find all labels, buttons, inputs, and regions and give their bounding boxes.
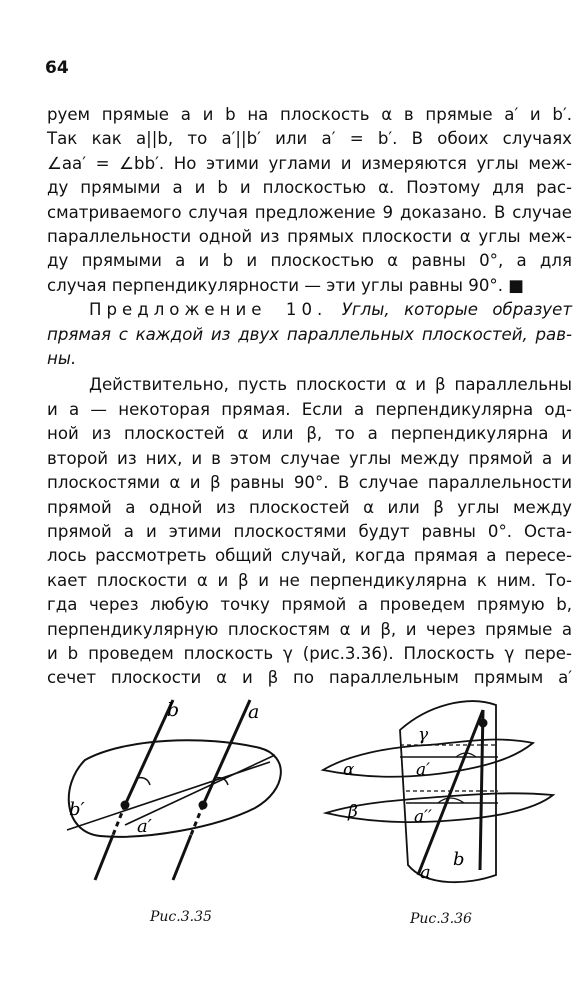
label-a-dprime: a′′ xyxy=(414,807,432,827)
text-line: лось рассмотреть общий случай, когда прямая a пересе- xyxy=(47,546,572,566)
line-a-lower xyxy=(173,835,191,880)
line-a-hidden xyxy=(191,805,203,835)
text-line: руем прямые a и b на плоскость α в прямые a′ и b′. xyxy=(47,105,572,124)
proposition-10 xyxy=(47,298,572,371)
figure-3-36-caption: Рис.3.36 xyxy=(410,911,472,927)
text-line: ной из плоскостей α или β, то a перпендикулярна и xyxy=(47,424,572,444)
label-b-prime: b′ xyxy=(69,799,85,820)
text-line: второй из них, и в этом случае углы между прямой a и xyxy=(47,448,572,468)
line-b-upper xyxy=(125,700,173,805)
angle-arc-b xyxy=(137,778,150,785)
label-b: b xyxy=(167,699,180,721)
text-line: Действительно, пусть плоскости α и β параллельны xyxy=(89,375,572,395)
text-line: ду прямыми a и b и плоскостью α. Поэтому для рас- xyxy=(47,178,572,198)
paragraph-1 xyxy=(47,103,572,298)
label-a: a xyxy=(420,862,431,883)
text-line: ны. xyxy=(47,349,77,369)
label-a: a xyxy=(248,701,260,723)
figure-3-36 xyxy=(318,685,573,895)
text-line: перпендикулярную плоскостям α и β, и через прямые a xyxy=(47,619,572,639)
text-line: гда через любую точку прямой a проведем прямую b, xyxy=(47,595,572,615)
main-text xyxy=(47,103,572,691)
text-line: Углы, которые образует xyxy=(341,300,572,320)
page-number: 64 xyxy=(45,58,69,78)
line-b-lower xyxy=(95,835,113,880)
label-a-prime: a′ xyxy=(416,760,430,780)
plane-outline xyxy=(69,740,281,836)
label-alpha: α xyxy=(343,760,355,780)
line-a-upper xyxy=(203,700,250,805)
intersection-point-a xyxy=(199,801,208,810)
proposition-heading: Предложение 10. xyxy=(89,300,328,320)
label-beta: β xyxy=(348,802,358,822)
text-line: и b проведем плоскость γ (рис.3.36). Плоскость γ пере- xyxy=(47,643,572,663)
text-line: плоскостями α и β равны 90°. В случае параллельности xyxy=(47,473,572,493)
figure-3-35-caption: Рис.3.35 xyxy=(150,909,212,925)
text-line: случая перпендикулярности — эти углы равны 90°. ■ xyxy=(47,275,524,295)
text-line: сечет плоскости α и β по параллельным прямым a′ xyxy=(47,668,572,688)
text-line: прямой a одной из плоскостей α или β углы между xyxy=(47,497,572,517)
text-line: кает плоскости α и β и не перпендикулярна к ним. То- xyxy=(47,570,572,590)
intersection-point xyxy=(479,719,488,728)
proposition-first-line xyxy=(47,298,572,322)
text-line: ∠aa′ = ∠bb′. Но этими углами и измеряются углы меж- xyxy=(47,153,572,173)
text-line: прямая с каждой из двух параллельных плоскостей, рав- xyxy=(47,324,572,344)
label-gamma: γ xyxy=(418,725,429,745)
text-line: параллельности одной из прямых плоскости α углы меж- xyxy=(47,227,572,247)
line-b-hidden xyxy=(113,805,125,835)
intersection-point-b xyxy=(121,801,130,810)
figure-3-35 xyxy=(55,690,295,915)
paragraph-2 xyxy=(47,373,572,690)
text-line: ду прямыми a и b и плоскостью α равны 0°, а для xyxy=(47,251,572,271)
text-line: Так как a||b, то a′||b′ или a′ = b′. В обоих случаях xyxy=(47,129,572,149)
text-line: сматриваемого случая предложение 9 доказано. В случае xyxy=(47,202,572,222)
line-b-main xyxy=(480,710,483,870)
text-line: и a — некоторая прямая. Если a перпендикулярна од- xyxy=(47,399,572,419)
label-a-prime: a′ xyxy=(137,816,152,837)
label-b: b xyxy=(453,849,465,870)
text-line: прямой a и этими плоскостями будут равны 0°. Оста- xyxy=(47,521,572,541)
